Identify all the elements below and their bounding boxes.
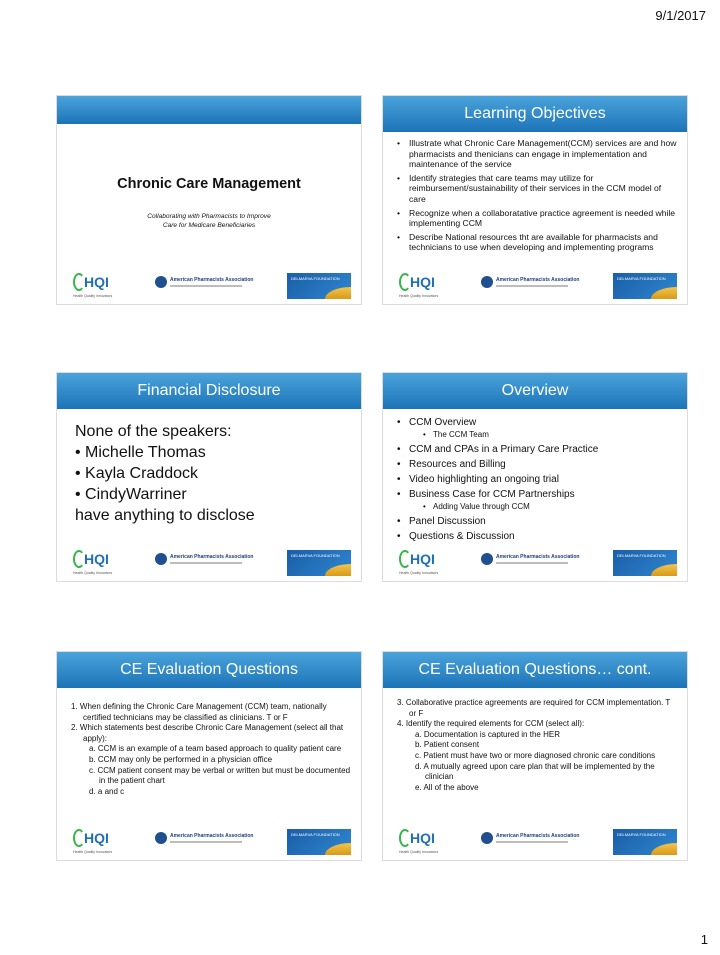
slide-footer [383, 826, 687, 860]
slide-body [57, 688, 361, 797]
overview-item-label: Business Case for CCM Partnerships [409, 489, 575, 500]
page-date: 9/1/2017 [655, 8, 706, 23]
overview-subitem: • Adding Value through CCM [409, 501, 677, 513]
slide-title-bar: Overview [383, 373, 687, 409]
presentation-title: Chronic Care Management [117, 176, 301, 192]
apha-logo [481, 276, 580, 294]
overview-item: • CCM and CPAs in a Primary Care Practice [395, 444, 677, 456]
question-text: 4. Identify the required elements for CCM (select all): [397, 719, 585, 729]
slide-footer [57, 270, 361, 304]
apha-logo [155, 276, 254, 294]
hqi-logo-tag: Health Quality Innovators [399, 571, 439, 575]
answer-option: b. Patient consent [415, 740, 480, 750]
slide-header-bar [57, 96, 361, 124]
apha-logo [481, 553, 580, 571]
speaker-name: • Michelle Thomas [75, 444, 206, 461]
apha-logo-rule [170, 285, 242, 287]
foundation-logo [287, 273, 351, 299]
slide-footer [383, 270, 687, 304]
slide-learning-objectives [382, 95, 688, 305]
apha-logo-text: American Pharmacists Association [170, 277, 254, 283]
foundation-swoosh-icon [325, 287, 351, 299]
foundation-logo-text: DELMARVA FOUNDATION [291, 832, 340, 837]
slide-body [57, 409, 361, 526]
slide-body [383, 688, 687, 793]
subtitle-line: Care for Medicare Beneficiaries [162, 222, 256, 229]
slide-overview [382, 372, 688, 582]
foundation-logo-text: DELMARVA FOUNDATION [291, 553, 340, 558]
overview-item: • Video highlighting an ongoing trial [395, 474, 677, 486]
question-text: 3. Collaborative practice agreements are required for CCM implementation. T or F [397, 698, 671, 718]
question-text: 2. Which statements best describe Chronic Care Management (select all that apply): [71, 723, 344, 743]
apha-seal-icon [481, 276, 493, 288]
overview-item [395, 417, 677, 441]
slide-footer [383, 547, 687, 581]
slide-title-bar: CE Evaluation Questions [57, 652, 361, 688]
apha-logo-rule [496, 841, 568, 843]
foundation-logo-text: DELMARVA FOUNDATION [617, 276, 666, 281]
hqi-logo-tag: Health Quality Innovators [399, 294, 439, 298]
objective-item: • Describe National resources tht are available for pharmacists and technicians to use when developing and implementing programs [395, 232, 677, 253]
hqi-logo [73, 272, 127, 298]
disclosure-line: None of the speakers: [75, 423, 232, 440]
answer-option: a. CCM is an example of a team based approach to quality patient care [89, 744, 342, 754]
foundation-swoosh-icon [651, 287, 677, 299]
hqi-logo [73, 549, 127, 575]
answer-option: b. CCM may only be performed in a physician office [89, 754, 273, 764]
hqi-logo-text: HQI [84, 830, 109, 846]
answer-option: c. Patient must have two or more diagnosed chronic care conditions [415, 750, 656, 760]
slide-title-bar: Financial Disclosure [57, 373, 361, 409]
foundation-logo [613, 550, 677, 576]
overview-subitem: • The CCM Team [409, 429, 677, 441]
foundation-swoosh-icon [651, 843, 677, 855]
hqi-logo-tag: Health Quality Innovators [73, 850, 113, 854]
foundation-logo-text: DELMARVA FOUNDATION [617, 553, 666, 558]
foundation-logo-text: DELMARVA FOUNDATION [291, 276, 340, 281]
apha-seal-icon [481, 553, 493, 565]
hqi-logo [399, 272, 453, 298]
apha-logo-text: American Pharmacists Association [496, 554, 580, 560]
slide-footer [57, 547, 361, 581]
question-text: 1. When defining the Chronic Care Management (CCM) team, nationally certified technicians may be classified as clinicians. T or F [71, 702, 327, 722]
hqi-logo-tag: Health Quality Innovators [73, 294, 113, 298]
speaker-name: • CindyWarriner [75, 486, 187, 503]
hqi-logo [73, 828, 127, 854]
slide-financial-disclosure [56, 372, 362, 582]
apha-logo-rule [170, 841, 242, 843]
objective-item: • Recognize when a collaboratative practice agreement is needed while implementing CCM [395, 208, 677, 229]
apha-logo-rule [496, 562, 568, 564]
hqi-logo [399, 549, 453, 575]
slide-ce-evaluation [56, 651, 362, 861]
foundation-logo [287, 829, 351, 855]
slide-body [383, 132, 687, 253]
apha-logo [481, 832, 580, 850]
disclosure-line: have anything to disclose [75, 507, 255, 524]
hqi-logo-text: HQI [410, 274, 435, 290]
foundation-swoosh-icon [325, 843, 351, 855]
objective-item: • Identify strategies that care teams may utilize for reimbursement/sustainability of their services in the CCM model of care [395, 173, 677, 205]
slide-ce-evaluation-cont [382, 651, 688, 861]
apha-logo [155, 832, 254, 850]
hqi-logo-tag: Health Quality Innovators [399, 850, 439, 854]
answer-option: d. A mutually agreed upon care plan that will be implemented by the clinician [415, 761, 655, 782]
overview-item [395, 489, 677, 513]
apha-seal-icon [155, 832, 167, 844]
slide-footer [57, 826, 361, 860]
foundation-swoosh-icon [651, 564, 677, 576]
foundation-logo [287, 550, 351, 576]
foundation-logo [613, 829, 677, 855]
page-number: 1 [700, 932, 708, 947]
overview-item: • Questions & Discussion [395, 531, 677, 543]
answer-option: d. a and c [89, 786, 125, 796]
overview-item: • Panel Discussion [395, 516, 677, 528]
apha-logo-rule [496, 285, 568, 287]
foundation-logo-text: DELMARVA FOUNDATION [617, 832, 666, 837]
answer-option: a. Documentation is captured in the HER [415, 729, 560, 739]
apha-logo-text: American Pharmacists Association [170, 833, 254, 839]
objective-item: • Illustrate what Chronic Care Management(CCM) services are and how pharmacists and thenicians can engage in implementation and maintenance of the service [395, 138, 677, 170]
presentation-subtitle [57, 212, 361, 230]
overview-item-label: CCM Overview [409, 417, 477, 428]
hqi-logo-text: HQI [84, 551, 109, 567]
apha-logo-text: American Pharmacists Association [170, 554, 254, 560]
slide-body [383, 409, 687, 543]
apha-seal-icon [155, 276, 167, 288]
hqi-logo [399, 828, 453, 854]
apha-logo-rule [170, 562, 242, 564]
slide-title-bar: Learning Objectives [383, 96, 687, 132]
answer-option: c. CCM patient consent may be verbal or written but must be documented in the patient chart [89, 765, 351, 786]
overview-item: • Resources and Billing [395, 459, 677, 471]
apha-logo-text: American Pharmacists Association [496, 277, 580, 283]
answer-option: e. All of the above [415, 782, 479, 792]
hqi-logo-text: HQI [84, 274, 109, 290]
subtitle-line: Collaborating with Pharmacists to Improve [147, 213, 271, 220]
slide-title [56, 95, 362, 305]
hqi-logo-text: HQI [410, 830, 435, 846]
hqi-logo-tag: Health Quality Innovators [73, 571, 113, 575]
apha-logo-text: American Pharmacists Association [496, 833, 580, 839]
slide-title-bar: CE Evaluation Questions… cont. [383, 652, 687, 688]
speaker-name: • Kayla Craddock [75, 465, 198, 482]
foundation-swoosh-icon [325, 564, 351, 576]
hqi-logo-text: HQI [410, 551, 435, 567]
apha-seal-icon [481, 832, 493, 844]
apha-seal-icon [155, 553, 167, 565]
apha-logo [155, 553, 254, 571]
foundation-logo [613, 273, 677, 299]
